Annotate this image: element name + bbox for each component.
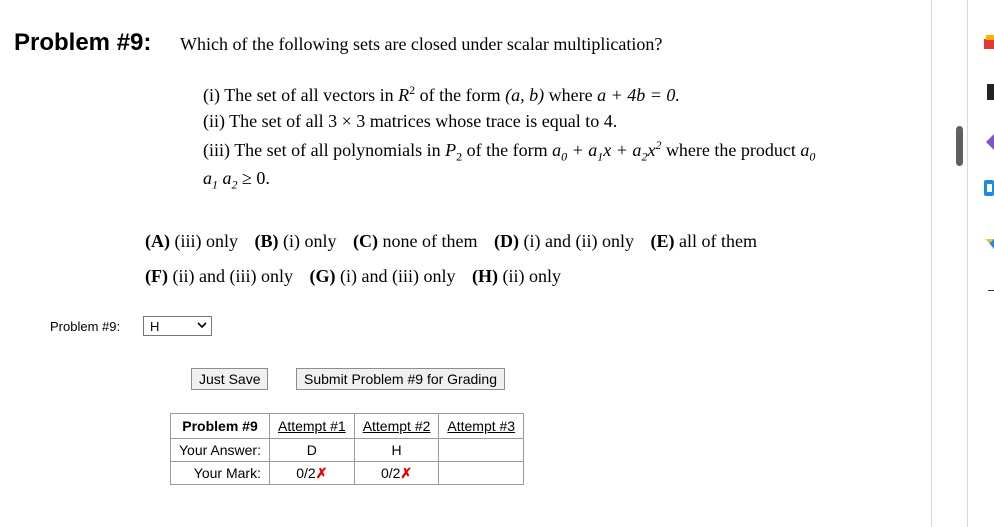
attempt-3-link[interactable]: Attempt #3	[447, 418, 516, 434]
just-save-button[interactable]: Just Save	[191, 368, 268, 390]
toolbar-divider	[988, 290, 994, 291]
attempt-3-answer	[439, 439, 524, 462]
attempt-3-mark	[439, 462, 524, 485]
wrong-icon: ✗	[400, 464, 413, 481]
attempts-table	[170, 413, 524, 485]
attempt-2-mark: 0/2✗	[354, 462, 439, 485]
attempt-1-link[interactable]: Attempt #1	[277, 418, 346, 434]
choice-a: (A) (iii) only	[145, 231, 238, 251]
choices-row-1	[145, 231, 769, 252]
toolbar-icon-2[interactable]	[986, 84, 994, 105]
choice-g: (G) (i) and (iii) only	[309, 266, 456, 286]
table-row	[171, 462, 524, 485]
answer-label: Problem #9:	[50, 319, 121, 334]
panel-divider	[967, 0, 968, 527]
product-a0: $a_0$	[800, 140, 816, 164]
choice-e: (E) all of them	[650, 231, 757, 251]
item-i: (i) The set of all vectors in $R^2$ of the form (a, b) where a + 4b = 0.	[203, 83, 680, 105]
item-iii: (iii) The set of all polynomials in $P_2$ of the form $a_0 + a_1x + a_2x^2$ where the product $a_0$	[203, 138, 816, 164]
attempt-2-link[interactable]: Attempt #2	[362, 418, 431, 434]
problem-title: Problem #9:	[14, 29, 152, 56]
toolbar-icon-3[interactable]	[986, 134, 994, 155]
answer-select[interactable]	[143, 316, 212, 336]
polynomial-form: $a_0 + a_1x + a_2x^2$	[552, 138, 662, 164]
table-row	[171, 439, 524, 462]
your-answer-label: Your Answer:	[171, 439, 270, 462]
choice-h: (H) (ii) only	[471, 266, 561, 286]
choice-c: (C) none of them	[353, 231, 478, 251]
attempt-1-mark: 0/2✗	[269, 462, 354, 485]
submit-button[interactable]: Submit Problem #9 for Grading	[296, 368, 505, 390]
attempts-header: Problem #9	[171, 414, 270, 439]
scrollbar-thumb[interactable]	[956, 126, 963, 166]
choice-b: (B) (i) only	[254, 231, 337, 251]
choices-row-2	[145, 266, 573, 287]
item-iii-cont: $a_1$ $a_2 \ge 0$.	[203, 168, 270, 192]
choice-f: (F) (ii) and (iii) only	[145, 266, 293, 286]
item-ii: (ii) The set of all 3 × 3 matrices whose trace is equal to 4.	[203, 111, 618, 131]
toolbar-icon-5[interactable]	[986, 236, 994, 254]
panel-divider	[931, 0, 932, 527]
attempt-1-answer: D	[269, 439, 354, 462]
choice-d: (D) (i) and (ii) only	[493, 231, 634, 251]
toolbar-icon-4[interactable]	[984, 180, 994, 201]
attempt-2-answer: H	[354, 439, 439, 462]
your-mark-label: Your Mark:	[171, 462, 270, 485]
product-a1-a2: $a_1$ $a_2$	[203, 168, 238, 192]
problem-question: Which of the following sets are closed under scalar multiplication?	[180, 34, 663, 54]
table-row	[171, 414, 524, 439]
toolbar-icon-1[interactable]	[984, 35, 994, 54]
wrong-icon: ✗	[315, 464, 328, 481]
